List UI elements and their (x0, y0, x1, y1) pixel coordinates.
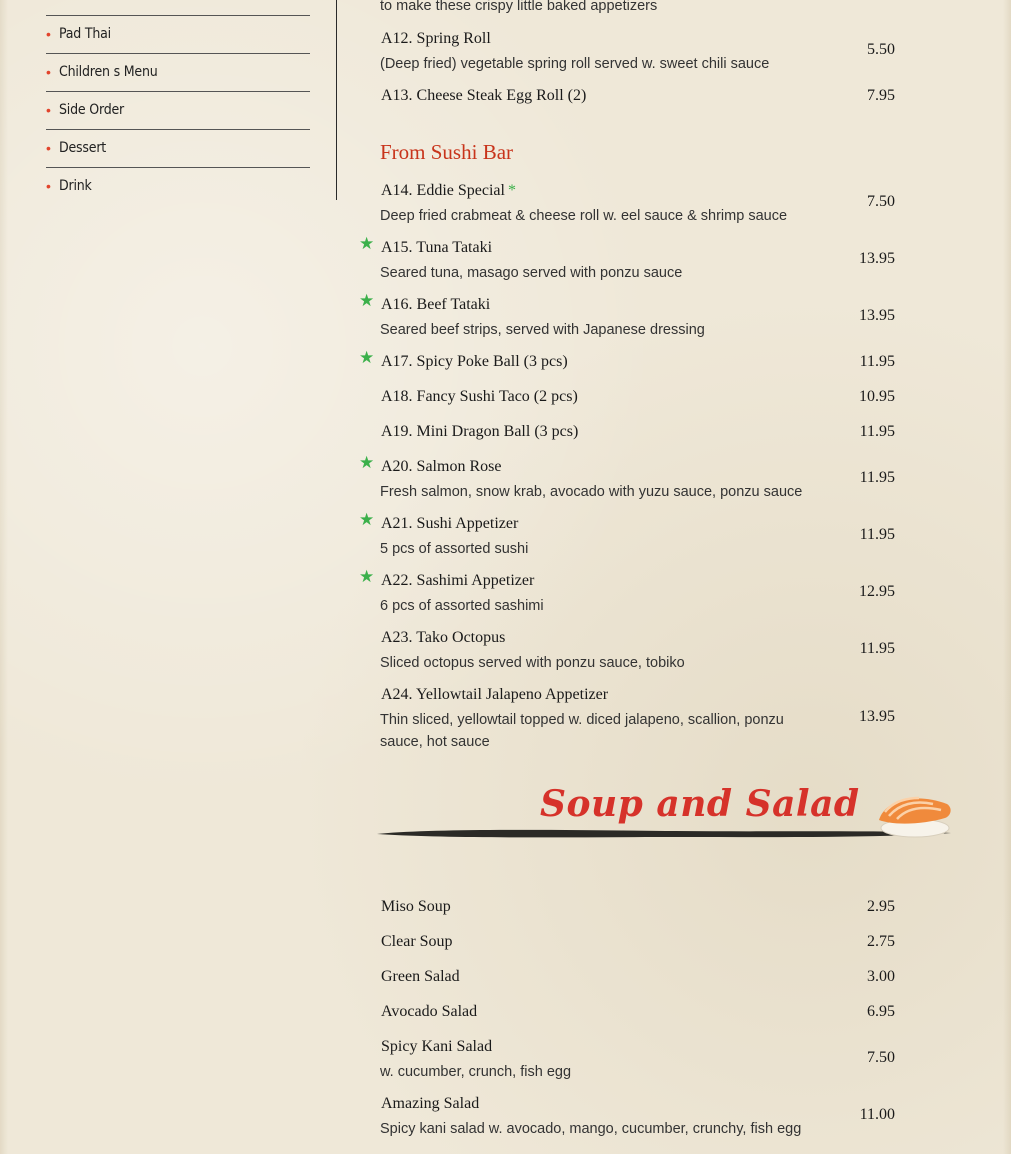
item-name: A23. Tako Octopus (381, 629, 506, 646)
item-price: 7.50 (867, 1049, 895, 1066)
item-description: w. cucumber, crunch, fish egg (380, 1064, 572, 1080)
item-description: (Deep fried) vegetable spring roll served w. sweet chili sauce (380, 56, 770, 72)
item-name: A18. Fancy Sushi Taco (2 pcs) (381, 388, 578, 405)
item-name: Green Salad (381, 968, 460, 985)
item-price: 12.95 (859, 583, 895, 600)
item-name: Spicy Kani Salad (381, 1038, 493, 1055)
item-name: A22. Sashimi Appetizer (381, 572, 535, 589)
spicy-marker: * (507, 182, 516, 199)
star-icon: ★ (359, 453, 375, 472)
brush-stroke-divider (375, 824, 955, 844)
item-name: Amazing Salad (381, 1095, 480, 1112)
item-description: Deep fried crabmeat & cheese roll w. eel sauce & shrimp sauce (380, 208, 788, 224)
item-description: Spicy kani salad w. avocado, mango, cucumber, crunchy, fish egg (380, 1121, 802, 1137)
sidebar-item-label[interactable]: Side Order (59, 102, 125, 118)
item-price: 5.50 (867, 41, 895, 58)
sidebar-item-label[interactable]: Children s Menu (59, 64, 158, 80)
star-icon: ★ (359, 510, 375, 529)
item-price: 11.95 (859, 526, 895, 543)
item-name: A16. Beef Tataki (381, 296, 491, 313)
bullet-icon: • (46, 178, 51, 194)
item-price: 6.95 (867, 1003, 895, 1020)
item-price: 13.95 (859, 708, 895, 725)
item-price: 7.95 (867, 87, 895, 104)
item-name: A15. Tuna Tataki (381, 239, 493, 256)
item-description: Fresh salmon, snow krab, avocado with yuzu sauce, ponzu sauce (380, 484, 803, 500)
item-price: 11.95 (859, 353, 895, 370)
item-name: A24. Yellowtail Jalapeno Appetizer (381, 686, 609, 703)
item-name: A19. Mini Dragon Ball (3 pcs) (381, 423, 579, 440)
item-price: 11.00 (859, 1106, 895, 1123)
item-price: 11.95 (859, 469, 895, 486)
sidebar-item-label[interactable]: Drink (59, 178, 92, 194)
item-price: 2.95 (867, 898, 895, 915)
item-description: Seared beef strips, served with Japanese dressing (380, 322, 705, 338)
item-name: A21. Sushi Appetizer (381, 515, 519, 532)
item-price: 13.95 (859, 250, 895, 267)
item-price: 11.95 (859, 640, 895, 657)
sushi-icon (875, 790, 955, 840)
item-name: A12. Spring Roll (381, 30, 491, 47)
item-price: 11.95 (859, 423, 895, 440)
item-description: Thin sliced, yellowtail topped w. diced jalapeno, scallion, ponzu sauce, hot sauce (380, 712, 784, 750)
star-icon: ★ (359, 291, 375, 310)
sidebar-item-label[interactable]: Pad Thai (59, 26, 111, 42)
star-icon: ★ (359, 234, 375, 253)
item-name: Miso Soup (381, 898, 451, 915)
bullet-icon: • (46, 64, 51, 80)
item-description: Seared tuna, masago served with ponzu sauce (380, 265, 683, 281)
item-name: Avocado Salad (381, 1003, 478, 1020)
bullet-icon: • (46, 102, 51, 118)
item-description: Sliced octopus served with ponzu sauce, tobiko (380, 655, 685, 671)
item-price: 2.75 (867, 933, 895, 950)
item-price: 3.00 (867, 968, 895, 985)
item-price: 7.50 (867, 193, 895, 210)
item-price: 13.95 (859, 307, 895, 324)
item-description: to make these crispy little baked appetizers (380, 0, 658, 14)
bullet-icon: • (46, 26, 51, 42)
sidebar-item-label[interactable]: Dessert (59, 140, 107, 156)
item-price: 10.95 (859, 388, 895, 405)
item-name: A20. Salmon Rose (381, 458, 502, 475)
star-icon: ★ (359, 348, 375, 367)
item-name: A17. Spicy Poke Ball (3 pcs) (381, 353, 568, 370)
item-name: A14. Eddie Special * (381, 182, 516, 199)
item-name: Clear Soup (381, 933, 453, 950)
item-description: 6 pcs of assorted sashimi (380, 598, 544, 614)
item-description: 5 pcs of assorted sushi (380, 541, 529, 557)
section-title: Soup and Salad (540, 783, 860, 825)
item-name: A13. Cheese Steak Egg Roll (2) (381, 87, 587, 104)
bullet-icon: • (46, 140, 51, 156)
star-icon: ★ (359, 567, 375, 586)
section-subtitle: From Sushi Bar (380, 140, 514, 164)
